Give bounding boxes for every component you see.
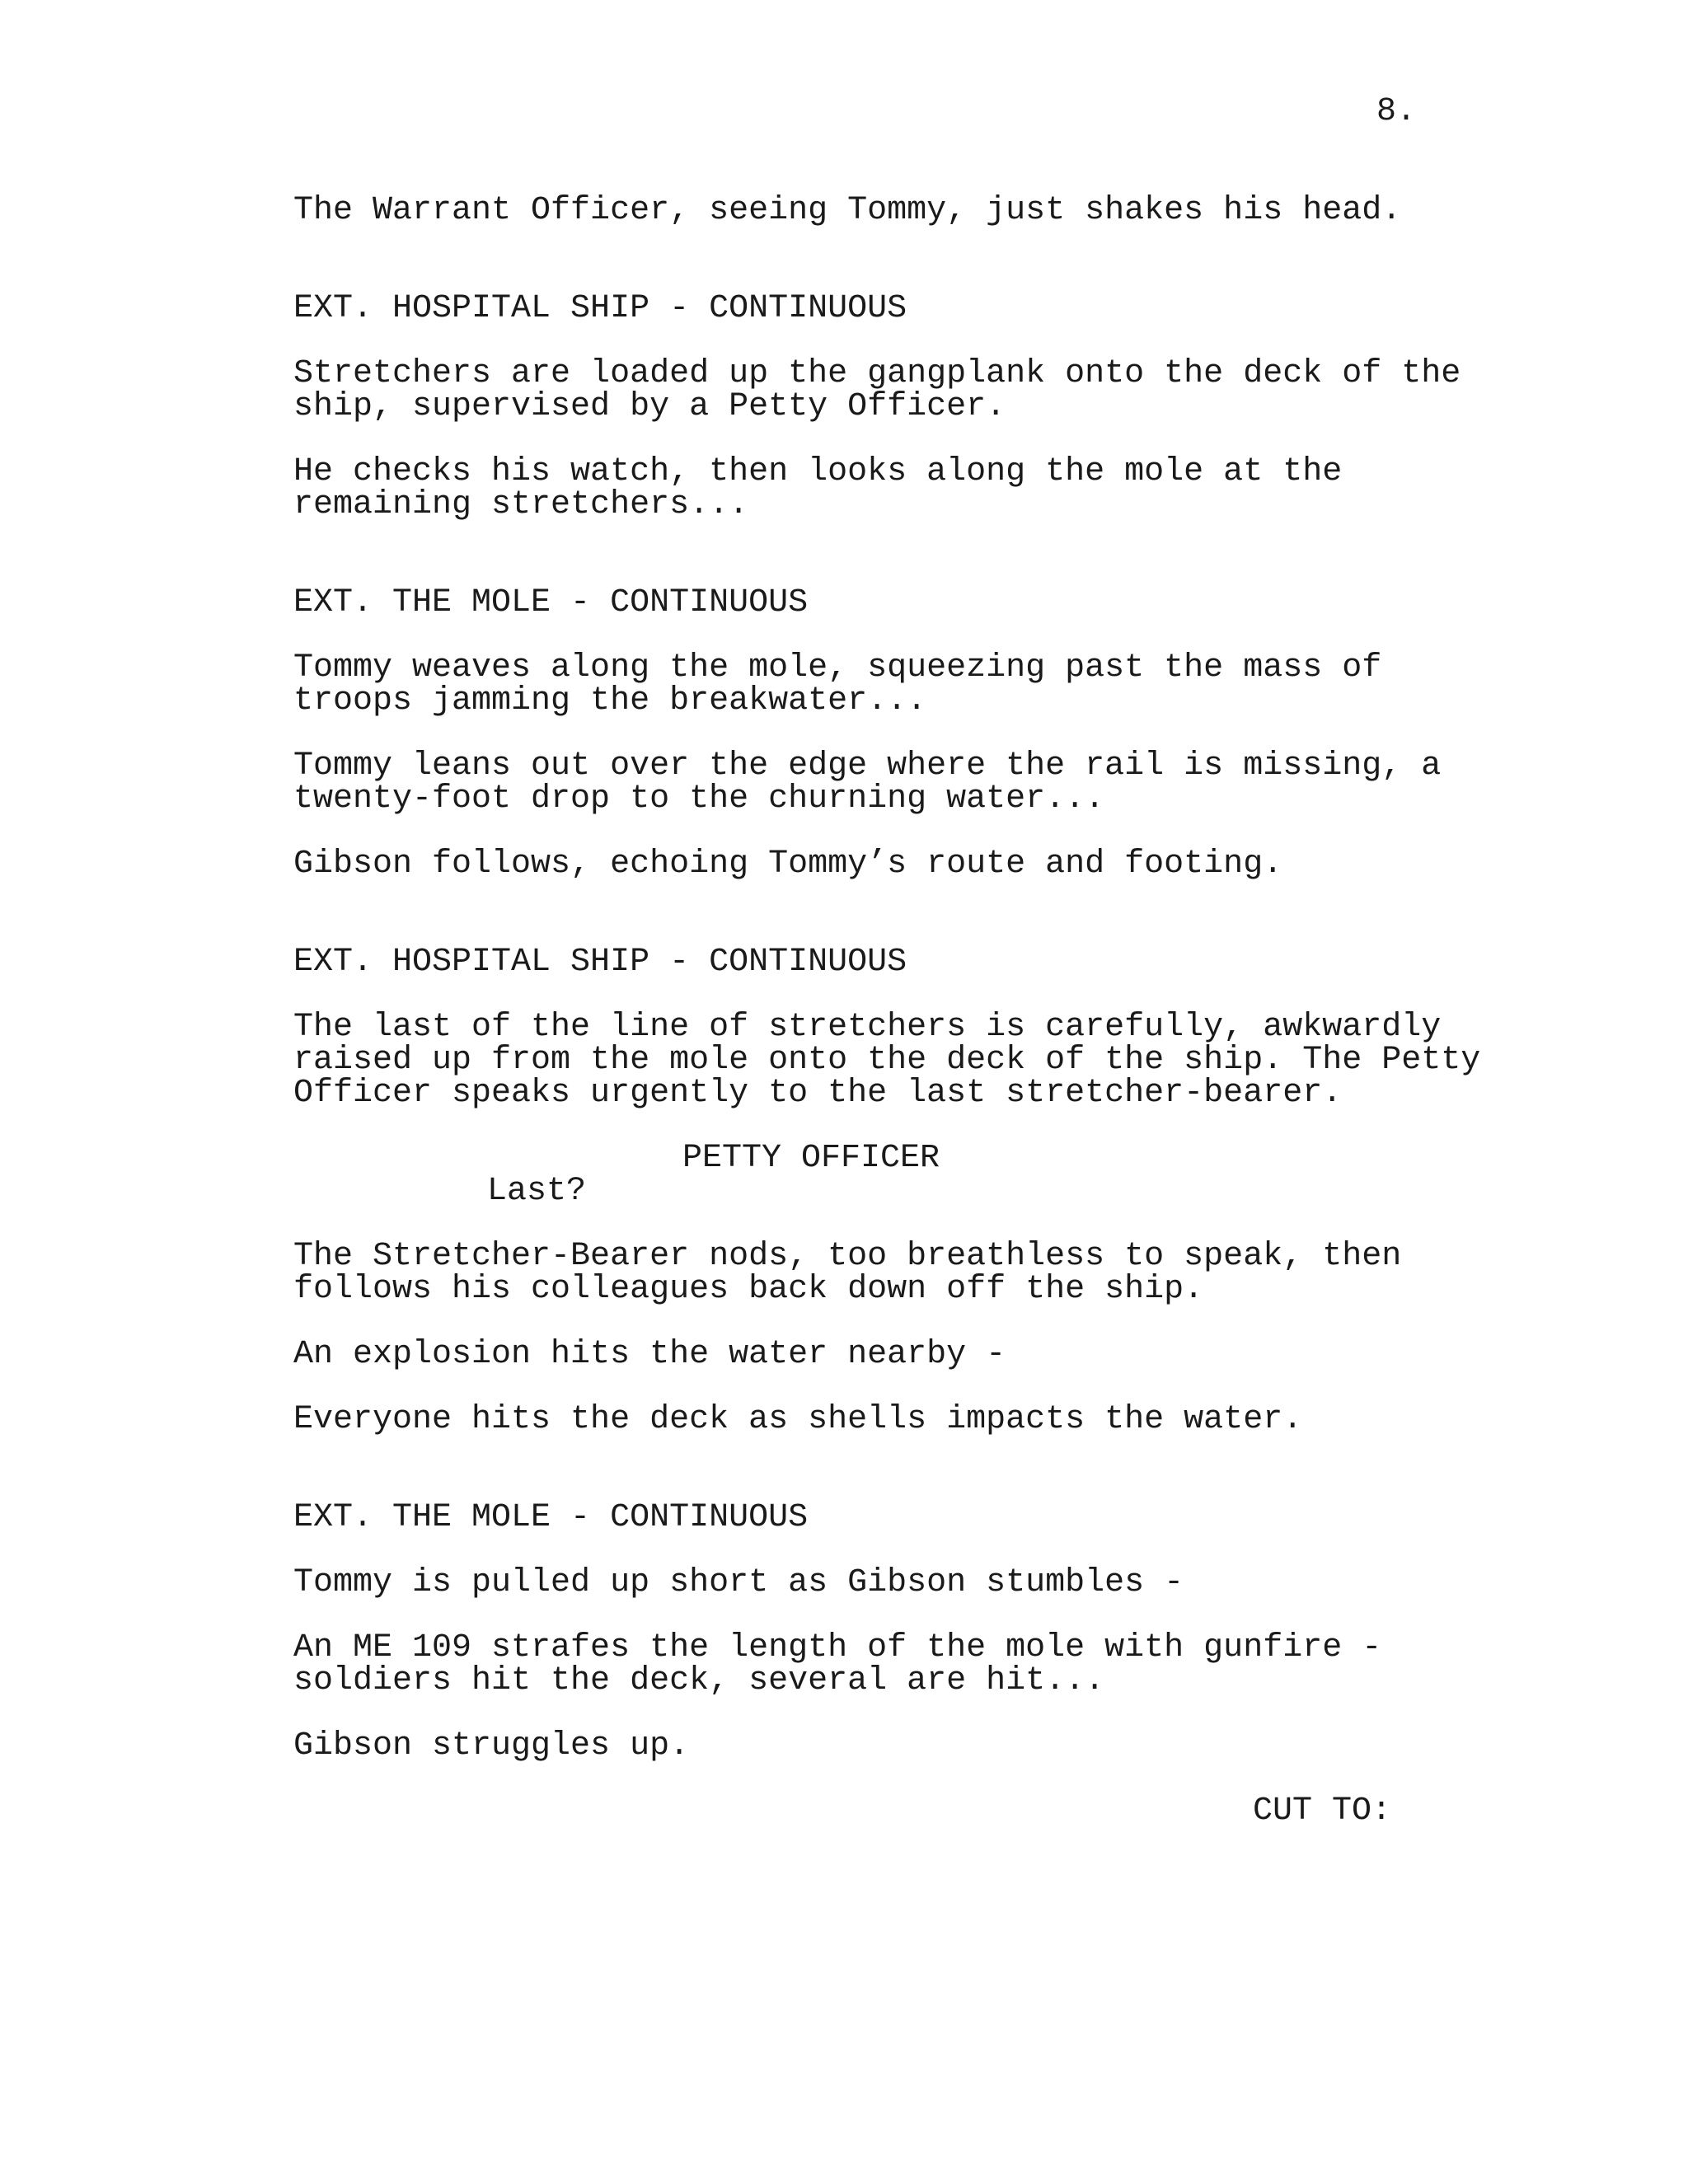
action-line: Gibson struggles up. <box>293 1727 690 1765</box>
action-line: remaining stretchers... <box>293 486 749 523</box>
action-line: Tommy weaves along the mole, squeezing past the mass of <box>293 649 1382 687</box>
action-line: soldiers hit the deck, several are hit... <box>293 1662 1105 1699</box>
dialogue-line: Last? <box>487 1173 587 1210</box>
action-line: Gibson follows, echoing Tommy’s route and footing. <box>293 846 1283 883</box>
action-line: troops jamming the breakwater... <box>293 682 927 719</box>
transition: CUT TO: <box>1253 1793 1392 1830</box>
action-line: The Stretcher-Bearer nods, too breathless to speak, then <box>293 1238 1402 1275</box>
action-line: follows his colleagues back down off the ship. <box>293 1271 1204 1308</box>
action-line: ship, supervised by a Petty Officer. <box>293 388 1006 425</box>
action-line: The Warrant Officer, seeing Tommy, just shakes his head. <box>293 192 1402 229</box>
action-line: Everyone hits the deck as shells impacts the water. <box>293 1401 1303 1438</box>
action-line: raised up from the mole onto the deck of the ship. The Petty <box>293 1042 1481 1079</box>
action-line: Tommy leans out over the edge where the rail is missing, a <box>293 748 1442 785</box>
scene-heading: EXT. HOSPITAL SHIP - CONTINUOUS <box>293 290 907 327</box>
action-line: Tommy is pulled up short as Gibson stumbles - <box>293 1564 1184 1601</box>
action-line: An explosion hits the water nearby - <box>293 1336 1006 1373</box>
scene-heading: EXT. HOSPITAL SHIP - CONTINUOUS <box>293 944 907 981</box>
action-line: An ME 109 strafes the length of the mole with gunfire - <box>293 1629 1382 1666</box>
action-line: The last of the line of stretchers is carefully, awkwardly <box>293 1009 1442 1046</box>
action-line: Stretchers are loaded up the gangplank onto the deck of the <box>293 355 1461 392</box>
page-number: 8. <box>1376 93 1417 130</box>
character-name: PETTY OFFICER <box>682 1140 940 1177</box>
action-line: Officer speaks urgently to the last stretcher-bearer. <box>293 1075 1343 1112</box>
action-line: twenty-foot drop to the churning water... <box>293 780 1105 818</box>
scene-heading: EXT. THE MOLE - CONTINUOUS <box>293 1499 809 1536</box>
action-line: He checks his watch, then looks along the mole at the <box>293 453 1343 490</box>
scene-heading: EXT. THE MOLE - CONTINUOUS <box>293 584 809 621</box>
